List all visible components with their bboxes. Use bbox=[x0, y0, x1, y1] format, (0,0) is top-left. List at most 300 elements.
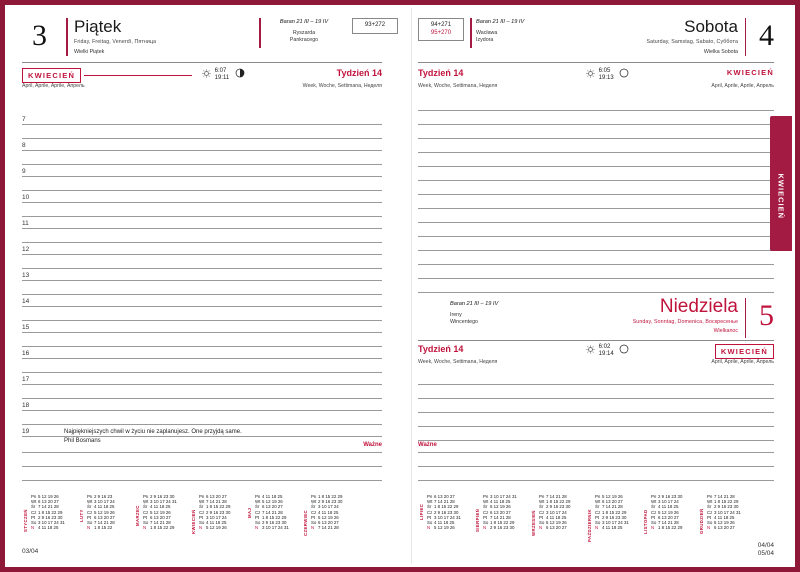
hour-label: 12 bbox=[22, 246, 30, 253]
dates: 6 13 20 27 bbox=[206, 494, 227, 499]
dates: 2 9 16 23 30 bbox=[490, 525, 515, 531]
dow: Śr bbox=[311, 504, 316, 510]
dates: 1 8 15 22 29 bbox=[38, 509, 63, 515]
dow: Cz bbox=[483, 509, 489, 515]
dates: 7 14 21 28 bbox=[38, 504, 59, 510]
dow: Pn bbox=[87, 494, 93, 499]
quote-author: Phil Bosmans bbox=[64, 438, 101, 444]
dow: Wt bbox=[255, 499, 261, 505]
day-name-translations: Friday, Freitag, Venerdì, Пятница bbox=[74, 39, 157, 45]
dow: N bbox=[539, 525, 543, 531]
dates: 6 13 20 27 bbox=[714, 525, 735, 531]
dow: N bbox=[31, 525, 35, 531]
dates: 7 14 21 28 bbox=[318, 525, 339, 531]
writing-line[interactable] bbox=[418, 466, 774, 467]
day-name: Piątek bbox=[74, 17, 122, 36]
writing-line[interactable] bbox=[22, 268, 382, 269]
dates: 3 10 17 24 bbox=[658, 499, 679, 505]
dow: So bbox=[255, 519, 261, 525]
writing-line[interactable] bbox=[418, 278, 774, 279]
mini-month-february[interactable] bbox=[78, 494, 134, 530]
header-divider bbox=[745, 298, 747, 338]
page-number-right bbox=[758, 542, 774, 558]
dates: 6 13 20 27 bbox=[262, 504, 283, 510]
dow: Cz bbox=[311, 509, 317, 515]
writing-line[interactable] bbox=[418, 152, 774, 153]
dow: So bbox=[595, 519, 601, 525]
dow: Śr bbox=[595, 504, 600, 510]
writing-line[interactable] bbox=[22, 424, 382, 425]
writing-line[interactable] bbox=[22, 398, 382, 399]
month-translations: April, Aprile, Aprile, Апрель bbox=[711, 83, 774, 89]
dow: Pn bbox=[255, 494, 261, 499]
dates: 5 12 19 26 bbox=[206, 525, 227, 531]
mini-month-label: LIPIEC bbox=[419, 503, 424, 520]
dates: 4 11 18 25 bbox=[38, 525, 59, 531]
zodiac-sign: Baran 21 III – 19 IV bbox=[476, 19, 525, 25]
dow: So bbox=[539, 519, 545, 525]
dates: 7 14 21 28 bbox=[546, 494, 567, 499]
year-mini-calendars-right bbox=[418, 494, 754, 542]
hour-label: 9 bbox=[22, 168, 26, 175]
dow: Pt bbox=[31, 514, 36, 520]
page-number-line1: 04/04 bbox=[757, 542, 774, 549]
dow: Śr bbox=[483, 504, 488, 510]
writing-line[interactable] bbox=[22, 320, 382, 321]
dates: 6 13 20 27 bbox=[150, 514, 171, 520]
mini-month-july[interactable] bbox=[418, 494, 474, 530]
mini-month-january[interactable] bbox=[22, 494, 78, 530]
mini-month-april[interactable] bbox=[190, 494, 246, 534]
writing-line[interactable] bbox=[22, 372, 382, 373]
dates: 4 11 18 25 bbox=[434, 519, 455, 525]
dates: 7 14 21 28 bbox=[490, 514, 511, 520]
dow: Wt bbox=[311, 499, 317, 505]
page-number-line2: 05/04 bbox=[757, 550, 774, 557]
writing-line[interactable] bbox=[22, 254, 382, 255]
day-name-translations: Sunday, Sonntag, Domenica, Воскресенье bbox=[632, 319, 738, 325]
dates: 4 11 18 25 bbox=[658, 504, 679, 510]
sunrise-time: 6:07 bbox=[214, 68, 227, 74]
sun-times bbox=[586, 68, 629, 82]
dates: 5 12 19 26 bbox=[434, 525, 455, 531]
dates: 1 8 15 22 29 bbox=[318, 494, 343, 499]
month-thumb-tab[interactable] bbox=[770, 116, 792, 251]
dates: 3 10 17 24 31 bbox=[434, 514, 461, 520]
hour-label: 13 bbox=[22, 272, 30, 279]
dates: 5 12 19 26 bbox=[94, 509, 115, 515]
dow: Cz bbox=[87, 509, 93, 515]
month-thumb-tab-label: KWIECIEŃ bbox=[776, 173, 786, 219]
zodiac-divider bbox=[470, 18, 472, 48]
dates: 1 8 15 22 bbox=[94, 525, 113, 531]
dates: 6 13 20 27 bbox=[318, 519, 339, 525]
dow: Śr bbox=[539, 504, 544, 510]
dow: Cz bbox=[707, 509, 713, 515]
dow: Pn bbox=[651, 494, 657, 499]
dow: So bbox=[651, 519, 657, 525]
dates: 1 8 15 22 29 bbox=[602, 509, 627, 515]
dates: 4 11 18 25 bbox=[150, 504, 171, 510]
dow: So bbox=[199, 519, 205, 525]
dates: 5 12 19 26 bbox=[658, 509, 679, 515]
dow: N bbox=[427, 525, 431, 531]
dow: Wt bbox=[483, 499, 489, 505]
day-of-year-box bbox=[352, 18, 398, 34]
dow: Pt bbox=[255, 514, 260, 520]
sun-icon bbox=[202, 69, 211, 82]
moon-phase-icon bbox=[619, 344, 629, 358]
dow: Pt bbox=[651, 514, 656, 520]
dow: Śr bbox=[707, 504, 712, 510]
dates: 7 14 21 28 bbox=[602, 504, 623, 510]
dates: 4 11 18 25 bbox=[94, 504, 115, 510]
dow: N bbox=[311, 525, 315, 531]
dow: So bbox=[707, 519, 713, 525]
month-rule bbox=[84, 75, 192, 76]
dates: 7 14 21 28 bbox=[262, 509, 283, 515]
writing-line[interactable] bbox=[418, 440, 774, 441]
dates: 3 10 17 24 31 bbox=[602, 519, 629, 525]
mini-month-label: STYCZEŃ bbox=[23, 509, 28, 532]
sun-times bbox=[586, 344, 629, 358]
dates: 4 11 18 25 bbox=[490, 499, 511, 505]
day-of-year-box bbox=[418, 18, 464, 41]
writing-line[interactable] bbox=[22, 190, 382, 191]
month-week-band-sunday bbox=[418, 344, 774, 365]
dow: N bbox=[483, 525, 487, 531]
day-header-sunday bbox=[418, 296, 774, 342]
hour-label: 16 bbox=[22, 350, 30, 357]
dates: 5 12 19 26 bbox=[318, 514, 339, 520]
dates: 5 12 19 26 bbox=[150, 509, 171, 515]
writing-line[interactable] bbox=[22, 294, 382, 295]
mini-month-june[interactable] bbox=[302, 494, 358, 536]
dates: 5 12 19 26 bbox=[38, 494, 59, 499]
writing-line[interactable] bbox=[22, 410, 382, 411]
writing-line[interactable] bbox=[418, 250, 774, 251]
dow: N bbox=[143, 525, 147, 531]
writing-line[interactable] bbox=[418, 480, 774, 481]
mini-month-august[interactable] bbox=[474, 494, 530, 530]
dates: 4 11 18 25 bbox=[318, 509, 339, 515]
dow: Wt bbox=[707, 499, 713, 505]
dow: Cz bbox=[651, 509, 657, 515]
dow: N bbox=[651, 525, 655, 531]
dates: 3 10 17 24 31 bbox=[262, 525, 289, 531]
day-holiday: Wielkanoc bbox=[713, 328, 738, 334]
sunday-notes-lines[interactable] bbox=[418, 442, 774, 490]
week-number: Tydzień 14 bbox=[418, 344, 464, 354]
writing-line[interactable] bbox=[22, 306, 382, 307]
moon-phase-icon bbox=[619, 68, 629, 82]
dow: Pt bbox=[595, 514, 600, 520]
mini-month-label: GRUDZIEŃ bbox=[699, 508, 704, 534]
dow: Pt bbox=[707, 514, 712, 520]
hour-label: 19 bbox=[22, 428, 30, 435]
dow: Pt bbox=[143, 514, 148, 520]
dates: 5 12 19 26 bbox=[490, 504, 511, 510]
diary-spread bbox=[8, 8, 792, 564]
dow: So bbox=[31, 519, 37, 525]
dow: Wt bbox=[651, 499, 657, 505]
dates: 6 13 20 27 bbox=[38, 499, 59, 505]
dates: 6 13 20 27 bbox=[490, 509, 511, 515]
dow: Śr bbox=[87, 504, 92, 510]
mini-month-march[interactable] bbox=[134, 494, 190, 530]
day-of-year: 93+272 bbox=[364, 22, 386, 28]
sunset-time: 19:14 bbox=[598, 351, 614, 357]
dow: N bbox=[595, 525, 599, 531]
dates: 3 10 17 24 bbox=[94, 499, 115, 505]
dates: 3 10 17 24 bbox=[318, 504, 339, 510]
dates: 2 9 16 23 bbox=[94, 494, 113, 499]
month-badge: KWIECIEŃ bbox=[22, 68, 81, 83]
dow: Wt bbox=[427, 499, 433, 505]
writing-line[interactable] bbox=[418, 292, 774, 293]
dow: Pn bbox=[707, 494, 713, 499]
saturday-lines[interactable] bbox=[418, 100, 774, 292]
dates: 3 10 17 24 31 bbox=[150, 499, 177, 505]
dates: 4 11 18 25 bbox=[206, 519, 227, 525]
dates: 3 10 17 24 31 bbox=[38, 519, 65, 525]
dates: 6 13 20 27 bbox=[602, 499, 623, 505]
left-page bbox=[8, 8, 400, 564]
day-name-translations: Saturday, Samstag, Sabato, Суббота bbox=[646, 39, 738, 45]
dates: 7 14 21 28 bbox=[150, 519, 171, 525]
dates: 2 9 16 23 30 bbox=[714, 504, 739, 510]
day-header-friday bbox=[22, 17, 386, 60]
dow: Pt bbox=[199, 514, 204, 520]
mini-month-december[interactable] bbox=[698, 494, 754, 534]
zodiac-sign: Baran 21 III – 19 IV bbox=[279, 19, 329, 25]
writing-line[interactable] bbox=[22, 332, 382, 333]
dow: Pn bbox=[143, 494, 149, 499]
dow: Wt bbox=[87, 499, 93, 505]
writing-line[interactable] bbox=[418, 222, 774, 223]
dates: 2 9 16 23 30 bbox=[38, 514, 63, 520]
sunday-lines[interactable] bbox=[418, 374, 774, 444]
hour-label: 15 bbox=[22, 324, 30, 331]
dates: 1 8 15 22 29 bbox=[150, 525, 175, 531]
dow: Wt bbox=[31, 499, 37, 505]
writing-line[interactable] bbox=[22, 358, 382, 359]
dates: 7 14 21 28 bbox=[714, 494, 735, 499]
mini-month-label: LUTY bbox=[79, 509, 84, 522]
nameday-1: Ireny bbox=[450, 311, 462, 318]
nameday-1: Ryszarda bbox=[292, 29, 316, 36]
dow: Pt bbox=[311, 514, 316, 520]
dow: Pt bbox=[483, 514, 488, 520]
dates: 5 12 19 26 bbox=[602, 494, 623, 499]
writing-line[interactable] bbox=[22, 138, 382, 139]
writing-line[interactable] bbox=[22, 202, 382, 203]
sunrise-time: 6:02 bbox=[598, 344, 611, 350]
dates: 2 9 16 23 30 bbox=[262, 519, 287, 525]
writing-line[interactable] bbox=[418, 426, 774, 427]
sunrise-time: 6:05 bbox=[598, 68, 611, 74]
writing-line[interactable] bbox=[418, 138, 774, 139]
writing-line[interactable] bbox=[418, 110, 774, 111]
dow: Wt bbox=[143, 499, 149, 505]
writing-line[interactable] bbox=[418, 166, 774, 167]
writing-line[interactable] bbox=[22, 150, 382, 151]
sun-times bbox=[202, 68, 245, 82]
week-translations: Week, Woche, Settimana, Неделя bbox=[302, 83, 382, 89]
important-label: Ważne bbox=[363, 442, 382, 448]
mini-month-label: MAJ bbox=[247, 507, 252, 518]
day-number: 3 bbox=[32, 19, 47, 52]
mini-month-label: LISTOPAD bbox=[643, 509, 648, 534]
writing-line[interactable] bbox=[418, 384, 774, 385]
dow: So bbox=[87, 519, 93, 525]
mini-month-label: CZERWIEC bbox=[303, 509, 308, 536]
day-name: Sobota bbox=[684, 17, 738, 36]
mini-month-label: SIERPIEŃ bbox=[475, 508, 480, 532]
mini-month-october[interactable] bbox=[586, 494, 642, 542]
header-rule bbox=[418, 62, 774, 63]
hour-label: 10 bbox=[22, 194, 30, 201]
month-week-band-saturday bbox=[418, 68, 774, 89]
writing-line[interactable] bbox=[22, 228, 382, 229]
dates: 1 8 15 22 29 bbox=[262, 514, 287, 520]
dow: Cz bbox=[31, 509, 37, 515]
nameday-1: Wacława bbox=[476, 29, 498, 36]
month-translations: April, Aprile, Aprile, Апрель bbox=[711, 359, 774, 365]
header-divider bbox=[66, 18, 68, 56]
writing-line[interactable] bbox=[22, 346, 382, 347]
writing-line[interactable] bbox=[22, 176, 382, 177]
dow: Śr bbox=[651, 504, 656, 510]
mini-month-label: WRZESIEŃ bbox=[531, 510, 536, 536]
zodiac-sign: Baran 21 III – 19 IV bbox=[450, 301, 499, 307]
writing-line[interactable] bbox=[418, 452, 774, 453]
dow: Pt bbox=[539, 514, 544, 520]
writing-line[interactable] bbox=[22, 480, 382, 481]
dow: Cz bbox=[427, 509, 433, 515]
dates: 4 11 18 25 bbox=[602, 525, 623, 531]
dates: 6 13 20 27 bbox=[434, 494, 455, 499]
writing-line[interactable] bbox=[418, 194, 774, 195]
day-header-saturday bbox=[418, 18, 774, 60]
week-number: Tydzień 14 bbox=[418, 68, 464, 78]
dates: 2 9 16 23 30 bbox=[206, 509, 231, 515]
dow: Pt bbox=[427, 514, 432, 520]
dates: 4 11 18 25 bbox=[714, 514, 735, 520]
sunset-time: 19:11 bbox=[214, 75, 230, 81]
dow: N bbox=[87, 525, 91, 531]
dates: 6 13 20 27 bbox=[658, 514, 679, 520]
dow: Cz bbox=[595, 509, 601, 515]
dow: Cz bbox=[143, 509, 149, 515]
hour-label: 17 bbox=[22, 376, 30, 383]
dow: Pn bbox=[539, 494, 545, 499]
hour-label: 8 bbox=[22, 142, 26, 149]
dates: 7 14 21 28 bbox=[206, 499, 227, 505]
writing-line[interactable] bbox=[418, 264, 774, 265]
mini-month-may[interactable] bbox=[246, 494, 302, 530]
writing-line[interactable] bbox=[418, 208, 774, 209]
writing-line[interactable] bbox=[22, 466, 382, 467]
nameday-2: Izydora bbox=[476, 36, 494, 43]
mini-month-label: PAŹDZIERNIK bbox=[587, 509, 592, 542]
dow: Cz bbox=[255, 509, 261, 515]
month-badge: KWIECIEŃ bbox=[715, 344, 774, 359]
friday-notes-lines[interactable] bbox=[22, 442, 382, 490]
dow: So bbox=[143, 519, 149, 525]
dates: 5 12 19 26 bbox=[714, 519, 735, 525]
week-number: Tydzień 14 bbox=[336, 68, 382, 78]
mini-month-september[interactable] bbox=[530, 494, 586, 536]
mini-month-label: MARZEC bbox=[135, 505, 140, 526]
dow: So bbox=[311, 519, 317, 525]
dow: Pn bbox=[483, 494, 489, 499]
dates: 3 10 17 24 31 bbox=[714, 509, 741, 515]
writing-line[interactable] bbox=[22, 124, 382, 125]
writing-line[interactable] bbox=[418, 236, 774, 237]
mini-month-label: KWIECIEŃ bbox=[191, 509, 196, 534]
writing-line[interactable] bbox=[22, 216, 382, 217]
dow: Pn bbox=[427, 494, 433, 499]
day-number: 5 bbox=[759, 299, 774, 332]
writing-line[interactable] bbox=[418, 124, 774, 125]
hour-label: 11 bbox=[22, 220, 29, 227]
writing-line[interactable] bbox=[418, 180, 774, 181]
writing-line[interactable] bbox=[22, 452, 382, 453]
mini-month-november[interactable] bbox=[642, 494, 698, 534]
month-translations: April, Aprile, Aprile, Апрель bbox=[22, 83, 85, 89]
month-badge: KWIECIEŃ bbox=[726, 68, 774, 77]
writing-line[interactable] bbox=[22, 280, 382, 281]
writing-line[interactable] bbox=[22, 164, 382, 165]
dow: So bbox=[483, 519, 489, 525]
writing-line[interactable] bbox=[22, 242, 382, 243]
dates: 1 8 15 22 29 bbox=[546, 499, 571, 505]
dow: Pn bbox=[199, 494, 205, 499]
day-of-year-alt: 95+270 bbox=[430, 29, 452, 36]
dates: 3 10 17 24 bbox=[546, 509, 567, 515]
moon-phase-icon bbox=[235, 68, 245, 82]
dates: 2 9 16 23 30 bbox=[150, 494, 175, 499]
hour-label: 14 bbox=[22, 298, 30, 305]
week-translations: Week, Woche, Settimana, Неделя bbox=[418, 359, 498, 365]
dow: Pn bbox=[31, 494, 37, 499]
sunset-time: 19:13 bbox=[598, 75, 614, 81]
header-rule bbox=[22, 62, 382, 63]
zodiac-divider bbox=[259, 18, 261, 48]
writing-line[interactable] bbox=[418, 412, 774, 413]
nameday-2: Wincentego bbox=[450, 318, 478, 325]
dates: 1 8 15 22 29 bbox=[658, 525, 683, 531]
dates: 3 10 17 24 31 bbox=[490, 494, 517, 499]
dates: 2 9 16 23 30 bbox=[546, 504, 571, 510]
dates: 4 11 18 25 bbox=[546, 514, 567, 520]
day-holiday: Wielka Sobota bbox=[703, 49, 738, 55]
dates: 7 14 21 28 bbox=[94, 519, 115, 525]
dates: 6 13 20 27 bbox=[546, 525, 567, 531]
day-number: 4 bbox=[759, 19, 774, 52]
dow: Pn bbox=[311, 494, 317, 499]
dates: 3 10 17 24 bbox=[206, 514, 227, 520]
sun-icon bbox=[586, 345, 595, 358]
dates: 5 12 19 26 bbox=[262, 499, 283, 505]
writing-line[interactable] bbox=[418, 398, 774, 399]
dates: 2 9 16 23 30 bbox=[434, 509, 459, 515]
dates: 7 14 21 28 bbox=[434, 499, 455, 505]
dow: Śr bbox=[143, 504, 148, 510]
dates: 5 12 19 26 bbox=[546, 519, 567, 525]
writing-line[interactable] bbox=[22, 384, 382, 385]
